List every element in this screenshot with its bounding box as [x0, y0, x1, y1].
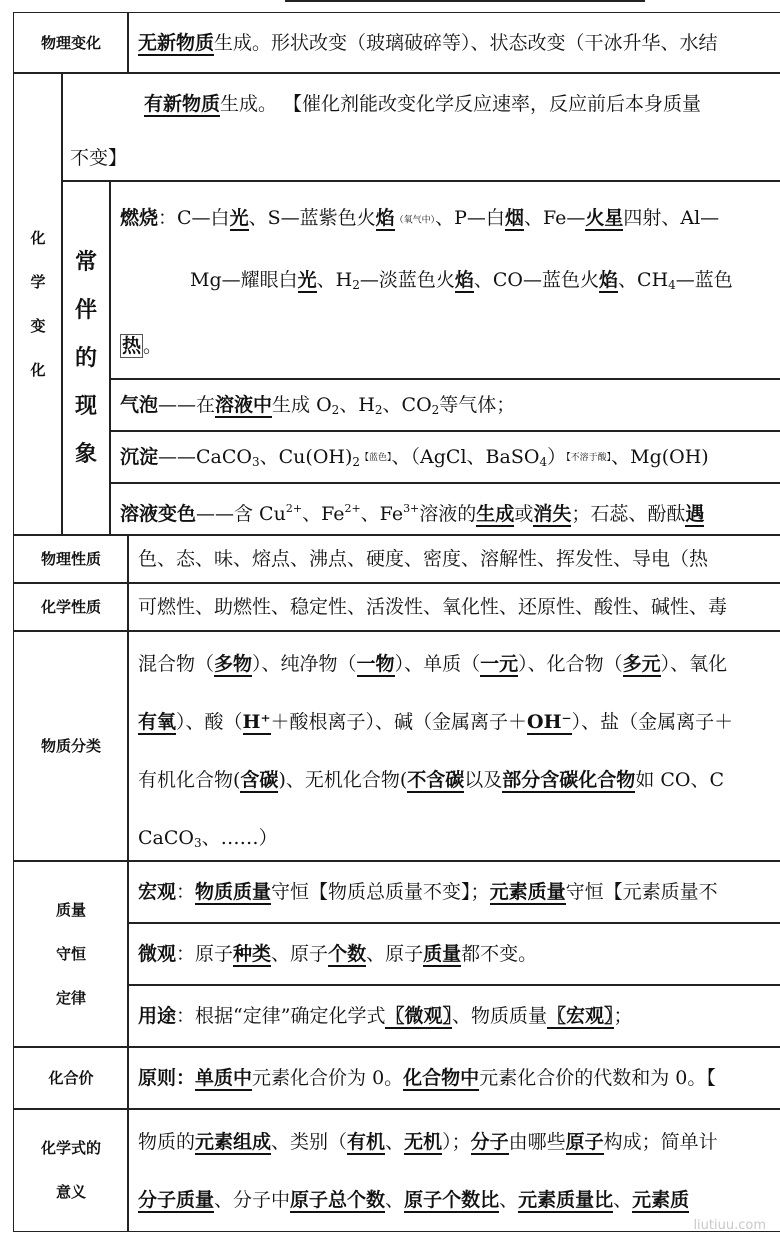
label-char: 伴 [74, 297, 97, 323]
chemical-change-definition [61, 72, 780, 182]
top-border-line [285, 0, 645, 2]
classification-line-4: CaCO$_3$、……） [138, 827, 278, 850]
label-char: 化 [30, 229, 46, 247]
definition-line-1 [144, 89, 701, 116]
combustion-line-1: 燃烧：C—白光、S—蓝紫色火焰（氧气中）、P—白烟、Fe—火星四射、Al— [120, 207, 720, 229]
physical-property-content: 色、态、味、熔点、沸点、硬度、密度、溶解性、挥发性、导电（热 [127, 534, 780, 584]
emph-text: 无新物质 [138, 32, 215, 54]
color-change-cell: 溶液变色——含 $Cu^{2+}$、$Fe^{2+}$、$Fe^{3+}$溶液的生成或消失；石蕊、酚酞遇 [109, 482, 780, 536]
classification-line-2: 有氧）、酸（H⁺＋酸根离子）、碱（金属离子＋OH⁻）、盐（金属离子＋ [138, 711, 734, 733]
label-char: 象 [74, 441, 97, 467]
label-valence: 化合价 [13, 1046, 129, 1110]
watermark: liutiuu.com [693, 1218, 766, 1233]
usage-cell: 用途：根据“定律”确定化学式〖微观〗、物质质量〖宏观〗； [127, 984, 780, 1048]
label-char: 的 [74, 345, 97, 371]
classification-line-3: 有机化合物(含碳)、无机化合物(不含碳以及部分含碳化合物如 CO、C [138, 769, 725, 791]
classification-content [127, 630, 780, 862]
combustion-cell [109, 180, 780, 380]
label-physical-change [13, 12, 129, 74]
bubble-cell: 气泡——在溶液中生成 $O_2$、$H_2$、$CO_2$等气体； [109, 378, 780, 432]
label-char: 化 [30, 361, 46, 379]
chemical-property-content: 可燃性、助燃性、稳定性、活泼性、氧化性、还原性、酸性、碱性、毒 [127, 582, 780, 632]
emph-text: 有新物质 [144, 93, 221, 115]
formula-line-2: 分子质量、分子中原子总个数、原子个数比、元素质量比、元素质 [138, 1189, 690, 1211]
label-char: 变 [30, 317, 46, 335]
label-formula-meaning: 化学式的 意义 [13, 1108, 129, 1232]
classification-line-1: 混合物（多物）、纯净物（一物）、单质（一元）、化合物（多元）、氧化 [138, 653, 728, 675]
label-char: 现 [74, 393, 97, 419]
label-char: 常 [74, 249, 97, 275]
definition-line-2: 不变】 [70, 147, 128, 169]
formula-content [127, 1108, 780, 1232]
label-chemical-change [13, 72, 63, 536]
valence-content: 原则：单质中元素化合价为 0。化合物中元素化合价的代数和为 0。【 [127, 1046, 780, 1110]
label-classification: 物质分类 [13, 630, 129, 862]
label-char: 学 [30, 273, 46, 291]
formula-line-1: 物质的元素组成、类别（有机、无机）；分子由哪些原子构成；简单计 [138, 1131, 718, 1153]
combustion-line-3: 热 。 [122, 335, 163, 357]
label-mass-conservation: 质量 守恒 定律 [13, 860, 129, 1048]
body-text: 生成。形状改变（玻璃破碎等）、状态改变（干冰升华、水结 [214, 32, 718, 54]
micro-cell: 微观：原子种类、原子个数、原子质量都不变。 [127, 922, 780, 986]
label-text: 物理变化 [40, 34, 101, 52]
physical-change-content [127, 12, 780, 74]
combustion-line-2: Mg—耀眼白光、$H_2—$淡蓝色火焰、CO—蓝色火焰、$CH_4—$蓝色 [190, 269, 733, 292]
body-text: 生成。 【催化剂能改变化学反应速率，反应前后本身质量 [220, 93, 702, 115]
label-phenomena [61, 180, 111, 536]
macro-cell: 宏观：物质质量守恒【物质总质量不变】；元素质量守恒【元素质量不 [127, 860, 780, 924]
precipitate-cell: 沉淀——CaCO$_3$、$Cu(OH)_2$【蓝色】、（AgCl、BaSO$_4$）【不溶于酸】、Mg(OH) [109, 430, 780, 484]
label-physical-property: 物理性质 [13, 534, 129, 584]
knowledge-table [13, 12, 780, 1234]
label-chemical-property: 化学性质 [13, 582, 129, 632]
